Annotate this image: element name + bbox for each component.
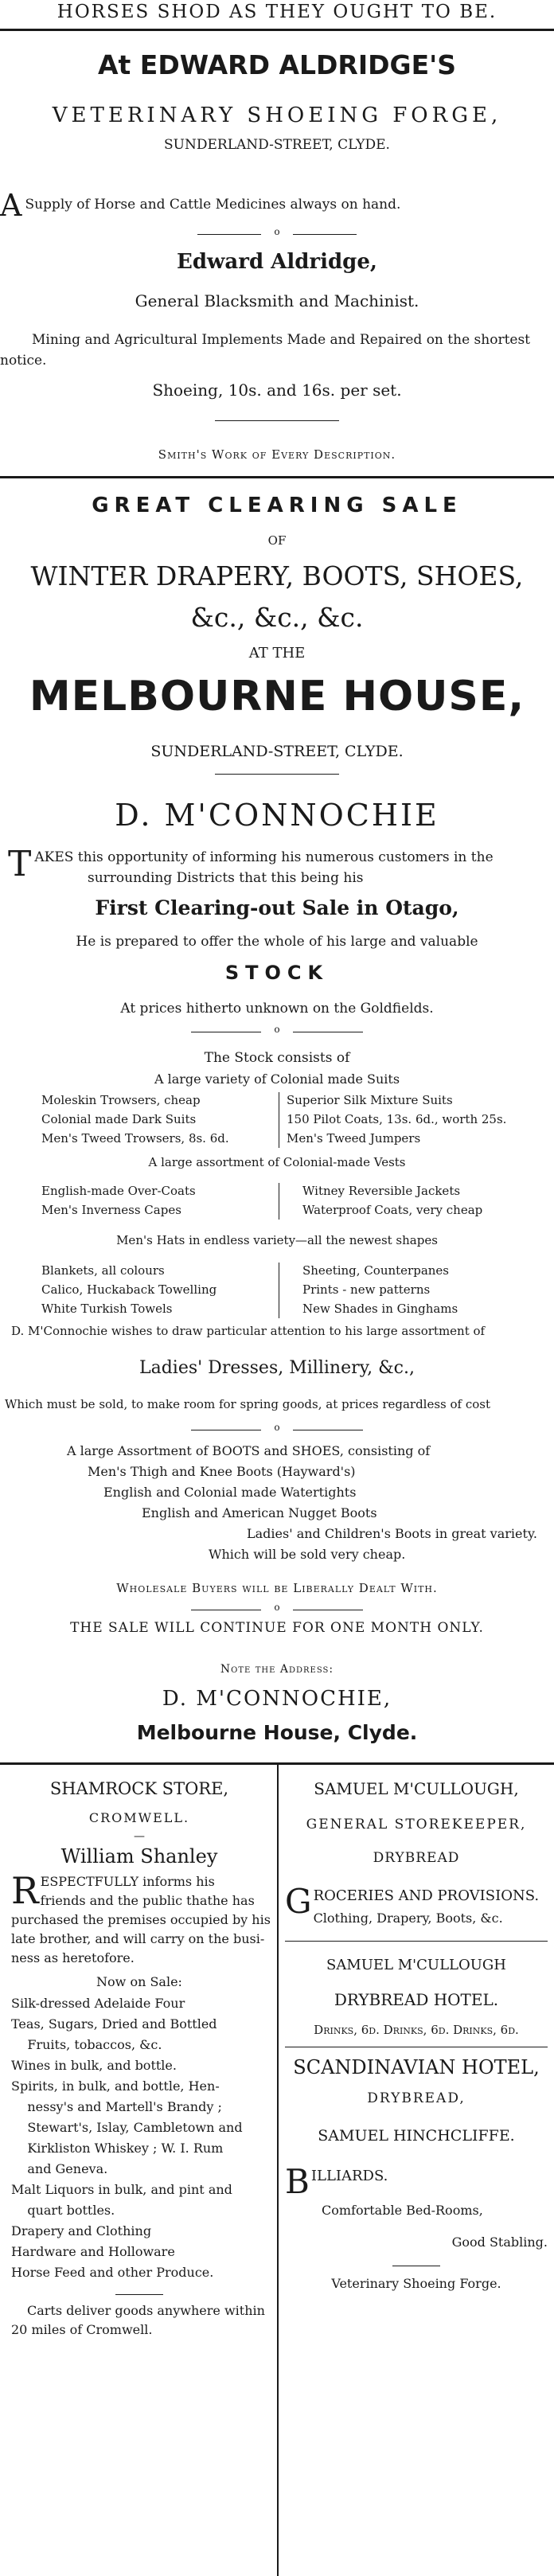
- proprietor-name: D. M'CONNOCHIE: [115, 798, 439, 833]
- list-item: Blankets, all colours: [41, 1263, 165, 1278]
- stock-consists: The Stock consists of: [204, 1050, 350, 1066]
- mccullough-name-1: SAMUEL M'CULLOUGH,: [314, 1779, 519, 1798]
- aldridge-advert: [0, 0, 554, 24]
- continue-line: THE SALE WILL CONTINUE FOR ONE MONTH ONLY.: [70, 1620, 484, 1636]
- prices-line: At prices hitherto unknown on the Goldfields.: [120, 1001, 434, 1017]
- attention-line: D. M'Connochie wishes to draw particular attention to his large assortment of: [11, 1324, 486, 1338]
- drybread-hotel: DRYBREAD HOTEL.: [334, 1990, 499, 2009]
- goods-line-2: &c., &c., &c.: [190, 602, 364, 633]
- first-sale-headline: First Clearing-out Sale in Otago,: [95, 896, 459, 919]
- linen-left-list: [41, 1261, 264, 1318]
- billiards-drop-cap: B: [285, 2162, 310, 2201]
- mccullough-role: GENERAL STOREKEEPER,: [306, 1817, 527, 1832]
- shamrock-items: [11, 1993, 267, 2283]
- ornament-rule-left: [197, 234, 261, 235]
- shamrock-town: CROMWELL.: [88, 1810, 190, 1825]
- coats-left-list: [41, 1181, 264, 1220]
- intro-line-1: AKES this opportunity of informing his numerous customers in the: [34, 849, 494, 865]
- stabling-line: Good Stabling.: [451, 2234, 548, 2250]
- suits-right-list: [287, 1091, 525, 1148]
- list-item: Kirkliston Whiskey ; W. I. Rum: [11, 2141, 224, 2156]
- sale-title: GREAT CLEARING SALE: [92, 494, 462, 517]
- list-item: and Geneva.: [11, 2161, 108, 2176]
- short-rule: [215, 420, 339, 421]
- shamrock-store-advert: [11, 1777, 271, 2340]
- intro-line-2: surrounding Districts that this being his: [88, 870, 364, 886]
- smiths-work: Smith's Work of Every Description.: [158, 447, 396, 462]
- on-sale-label: Now on Sale:: [96, 1974, 182, 1989]
- signature-name: D. M'CONNOCHIE,: [162, 1687, 392, 1711]
- melbourne-address: SUNDERLAND-STREET, CLYDE.: [150, 743, 404, 760]
- resp-line-4: late brother, and will carry on the busi-: [11, 1931, 265, 1946]
- vests-heading: A large assortment of Colonial-made Vests: [148, 1155, 406, 1169]
- list-item: Fruits, tobaccos, &c.: [11, 2037, 162, 2052]
- list-item: Calico, Huckaback Towelling: [41, 1282, 217, 1297]
- boots-line-1: A large Assortment of BOOTS and SHOES, consisting of: [67, 1443, 431, 1458]
- right-rule-1: [285, 1941, 548, 1942]
- carts-line-2: 20 miles of Cromwell.: [11, 2322, 153, 2337]
- shamrock-dash: —: [134, 1830, 145, 1843]
- goods-line-1: WINTER DRAPERY, BOOTS, SHOES,: [30, 560, 524, 591]
- billiards-line: ILLIARDS.: [310, 2168, 388, 2184]
- boots-line-6: Which will be sold very cheap.: [209, 1547, 406, 1562]
- shanley-name: William Shanley: [60, 1845, 218, 1868]
- ornament-rule-right: [293, 234, 357, 235]
- aldridge-headline: At EDWARD ALDRIDGE'S: [97, 49, 457, 80]
- list-item: Men's Tweed Trowsers, 8s. 6d.: [41, 1131, 229, 1146]
- list-item: Witney Reversible Jackets: [302, 1184, 461, 1198]
- top-rule: [0, 29, 554, 31]
- supply-text: Supply of Horse and Cattle Medicines always on hand.: [25, 197, 401, 213]
- intro-drop-cap: T: [8, 844, 32, 884]
- forge-title: VETERINARY SHOEING FORGE,: [52, 103, 502, 127]
- mining-line-1: Mining and Agricultural Implements Made and Repaired on the shortest: [32, 332, 531, 348]
- boots-line-5: Ladies' and Children's Boots in great variety.: [247, 1526, 537, 1541]
- scandinavian-hotel: SCANDINAVIAN HOTEL,: [293, 2056, 540, 2078]
- note-address: Note the Address:: [220, 1663, 334, 1676]
- shamrock-store-title: SHAMROCK STORE,: [49, 1779, 229, 1798]
- signature-house: Melbourne House, Clyde.: [136, 1721, 418, 1744]
- list-item: Waterproof Coats, very cheap: [302, 1203, 483, 1217]
- veterinary-forge-line: Veterinary Shoeing Forge.: [331, 2276, 501, 2291]
- list-item: 150 Pilot Coats, 13s. 6d., worth 25s.: [287, 1112, 507, 1126]
- ornament-4: o: [274, 1602, 280, 1613]
- bedrooms-line: Comfortable Bed-Rooms,: [322, 2203, 483, 2218]
- address-rule: [215, 774, 339, 775]
- shoeing-prices: Shoeing, 10s. and 16s. per set.: [152, 381, 402, 400]
- list-item: New Shades in Ginghams: [302, 1302, 458, 1316]
- suits-left-list: [41, 1091, 264, 1148]
- list-item: Wines in bulk, and bottle.: [11, 2058, 177, 2073]
- sold-line: Which must be sold, to make room for spring goods, at prices regardless of cost: [5, 1397, 491, 1411]
- list-item: Spirits, in bulk, and bottle, Hen-: [11, 2078, 220, 2094]
- aldridge-address: SUNDERLAND-STREET, CLYDE.: [164, 137, 390, 153]
- shanley-drop-cap: R: [11, 1869, 39, 1912]
- list-item: Silk-dressed Adelaide Four: [11, 1996, 185, 2011]
- hinchcliffe-name: SAMUEL HINCHCLIFFE.: [318, 2127, 515, 2145]
- list-item: Superior Silk Mixture Suits: [287, 1093, 453, 1107]
- list-item: English-made Over-Coats: [41, 1184, 196, 1198]
- prepared-line: He is prepared to offer the whole of his large and valuable: [76, 934, 478, 950]
- hats-line: Men's Hats in endless variety—all the newest shapes: [116, 1233, 438, 1247]
- of-label: OF: [267, 533, 287, 548]
- groceries-line: ROCERIES AND PROVISIONS.: [313, 1887, 540, 1904]
- list-item: Prints - new patterns: [302, 1282, 431, 1297]
- list-item: White Turkish Towels: [41, 1302, 173, 1316]
- at-the-label: AT THE: [248, 645, 306, 662]
- boots-line-2: Men's Thigh and Knee Boots (Hayward's): [88, 1464, 356, 1479]
- resp-line-3: purchased the premises occupied by his: [11, 1912, 271, 1927]
- list-item: Teas, Sugars, Dried and Bottled: [11, 2016, 217, 2032]
- mining-line-2: notice.: [0, 353, 47, 369]
- aldridge-name: Edward Aldridge,: [177, 250, 377, 274]
- list-item: Hardware and Holloware: [11, 2244, 175, 2259]
- drybread-label-2: DRYBREAD,: [367, 2090, 466, 2106]
- ornament-1: o: [274, 226, 280, 237]
- wholesale-line: Wholesale Buyers will be Liberally Dealt With.: [116, 1581, 438, 1595]
- list-item: Men's Tweed Jumpers: [287, 1131, 421, 1146]
- top-slogan: HORSES SHOD AS THEY OUGHT TO BE.: [57, 2, 497, 22]
- linen-right-list: [302, 1261, 541, 1318]
- list-item: Sheeting, Counterpanes: [302, 1263, 449, 1278]
- coats-right-list: [302, 1181, 541, 1220]
- carts-line-1: Carts deliver goods anywhere within: [27, 2303, 265, 2318]
- ornament-2: o: [274, 1024, 280, 1035]
- stock-title: STOCK: [224, 962, 330, 984]
- list-item: Horse Feed and other Produce.: [11, 2265, 214, 2280]
- list-item: quart bottles.: [11, 2203, 115, 2218]
- boots-line-3: English and Colonial made Watertights: [103, 1485, 357, 1500]
- drybread-adverts: [285, 1777, 548, 2293]
- list-item: Stewart's, Islay, Cambletown and: [11, 2120, 243, 2135]
- list-item: Drapery and Clothing: [11, 2223, 152, 2238]
- resp-line-1: ESPECTFULLY informs his: [40, 1874, 215, 1889]
- ornament-3: o: [274, 1422, 280, 1433]
- ladies-headline: Ladies' Dresses, Millinery, &c.,: [138, 1358, 415, 1378]
- resp-line-2: friends and the public thathe has: [40, 1893, 255, 1908]
- list-item: Malt Liquors in bulk, and pint and: [11, 2182, 232, 2197]
- mccullough-name-2: SAMUEL M'CULLOUGH: [326, 1957, 506, 1973]
- list-item: Colonial made Dark Suits: [41, 1112, 197, 1126]
- groceries-drop-cap: G: [285, 1882, 312, 1921]
- list-item: Moleskin Trowsers, cheap: [41, 1093, 201, 1107]
- boots-list: [0, 1441, 554, 1565]
- supply-drop-cap: A: [0, 188, 22, 223]
- boots-line-4: English and American Nugget Boots: [142, 1505, 377, 1520]
- list-item: nessy's and Martell's Brandy ;: [11, 2099, 222, 2114]
- melbourne-house-title: MELBOURNE HOUSE,: [29, 673, 525, 720]
- suits-heading: A large variety of Colonial made Suits: [154, 1071, 400, 1087]
- resp-line-5: ness as heretofore.: [11, 1950, 135, 1965]
- column-divider: [277, 1762, 279, 2576]
- carts-rule: [115, 2294, 163, 2295]
- list-item: Men's Inverness Capes: [41, 1203, 181, 1217]
- drybread-label-1: DRYBREAD: [373, 1850, 460, 1866]
- aldridge-trade: General Blacksmith and Machinist.: [135, 291, 419, 310]
- clothing-line: Clothing, Drapery, Boots, &c.: [313, 1911, 503, 1926]
- drinks-line: Drinks, 6d. Drinks, 6d. Drinks, 6d.: [314, 2023, 519, 2037]
- section-rule-1: [0, 476, 554, 478]
